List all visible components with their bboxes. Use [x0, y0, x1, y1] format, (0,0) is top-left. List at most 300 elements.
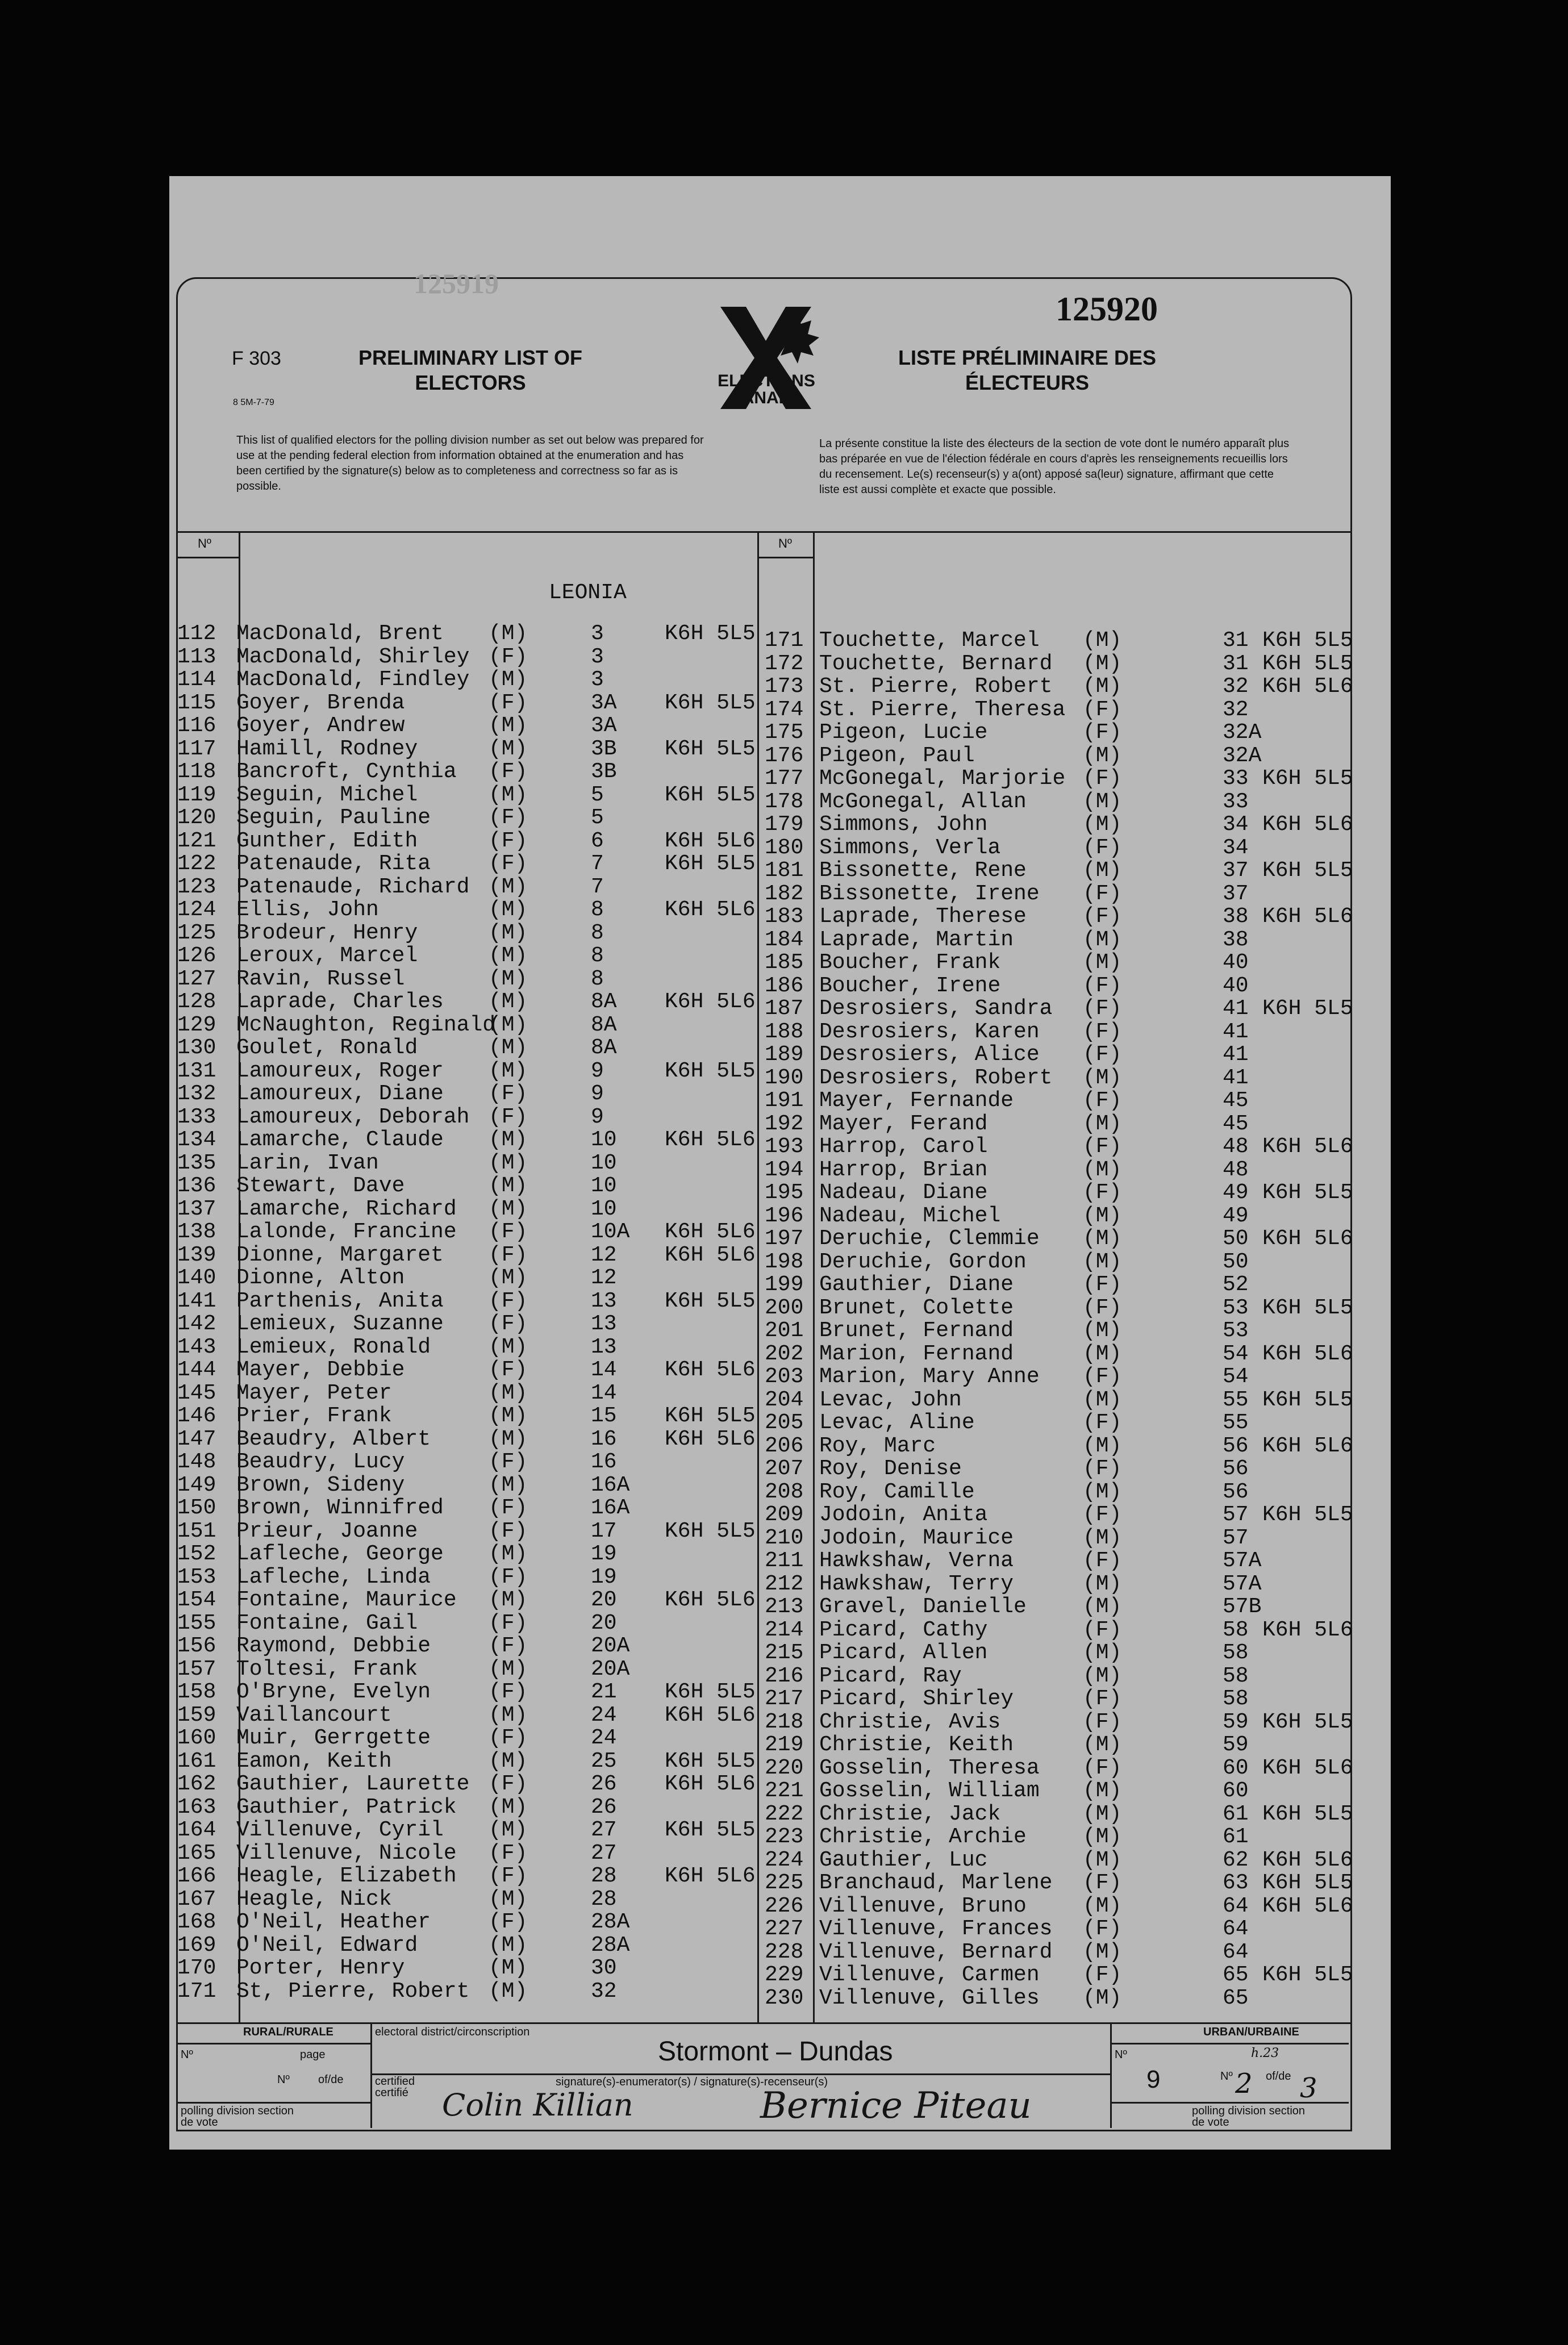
elector-sex: (M)	[1083, 1433, 1122, 1458]
footer-rural-divider	[370, 2022, 372, 2128]
elector-sex: (M)	[489, 621, 528, 646]
elector-name: Heagle, Nick	[236, 1887, 392, 1912]
elector-address: 48	[1223, 1157, 1249, 1182]
elector-number: 138	[177, 1220, 216, 1244]
elector-name: Brown, Winnifred	[236, 1496, 444, 1520]
urban-page-value: 2	[1235, 2068, 1253, 2100]
elector-sex: (F)	[489, 760, 528, 784]
elector-sex: (M)	[1083, 1387, 1122, 1412]
elector-address: 10	[591, 1174, 617, 1198]
elector-number: 181	[765, 858, 804, 883]
elector-address: 21	[591, 1680, 617, 1704]
elector-number: 170	[177, 1956, 216, 1980]
column-divider-middle	[757, 531, 759, 2022]
elector-number: 230	[765, 1985, 804, 2010]
elector-address: 13	[591, 1288, 617, 1313]
elector-address: 8	[591, 966, 604, 991]
elector-sex: (F)	[489, 1450, 528, 1474]
elector-postal-code: K6H 5L5	[665, 852, 756, 876]
elector-sex: (M)	[1083, 1595, 1122, 1619]
elector-sex: (M)	[489, 920, 528, 945]
elector-number: 154	[177, 1588, 216, 1612]
elector-postal-code: K6H 5L6	[665, 1358, 756, 1382]
elector-postal-code: K6H 5L5	[1262, 1295, 1353, 1320]
elector-number: 141	[177, 1288, 216, 1313]
elector-name: Brodeur, Henry	[236, 920, 418, 945]
elector-name: Bissonette, Irene	[819, 881, 1040, 906]
elector-postal-code: K6H 5L6	[1262, 1617, 1353, 1642]
elector-address: 26	[591, 1795, 617, 1820]
column-header-no-left: Nº	[198, 536, 211, 550]
elector-name: Villenuve, Frances	[819, 1917, 1053, 1941]
elector-sex: (M)	[489, 1956, 528, 1980]
elector-sex: (F)	[489, 644, 528, 669]
elector-name: Prieur, Joanne	[236, 1518, 418, 1543]
elector-name: Villenuve, Bernard	[819, 1939, 1053, 1964]
elector-address: 13	[591, 1312, 617, 1336]
elector-sex: (M)	[1083, 927, 1122, 952]
elector-sex: (M)	[489, 1795, 528, 1820]
elector-address: 48	[1223, 1134, 1249, 1159]
elector-name: Gosselin, Theresa	[819, 1755, 1040, 1780]
elector-address: 45	[1223, 1111, 1249, 1136]
elector-name: Mayer, Peter	[236, 1380, 392, 1405]
elector-address: 49	[1223, 1203, 1249, 1228]
rural-polling-label: polling division section de vote	[181, 2105, 294, 2129]
elector-name: Heagle, Elizabeth	[236, 1864, 457, 1888]
elector-number: 190	[765, 1065, 804, 1090]
elector-name: Desrosiers, Alice	[819, 1042, 1040, 1067]
elector-sex: (F)	[1083, 1042, 1122, 1067]
elector-address: 32	[1223, 697, 1249, 722]
elector-sex: (M)	[1083, 1847, 1122, 1872]
elector-number: 143	[177, 1334, 216, 1359]
elector-number: 135	[177, 1150, 216, 1175]
elector-sex: (F)	[1083, 973, 1122, 998]
elector-name: Lamoureux, Roger	[236, 1058, 444, 1083]
elector-number: 164	[177, 1818, 216, 1842]
elector-address: 24	[591, 1726, 617, 1750]
elector-sex: (M)	[489, 1933, 528, 1958]
elector-postal-code: K6H 5L6	[665, 1128, 756, 1152]
elector-address: 3	[591, 667, 604, 692]
elector-number: 122	[177, 852, 216, 876]
elector-postal-code: K6H 5L5	[665, 1680, 756, 1704]
rural-bottom-rule	[176, 2102, 370, 2104]
elector-sex: (F)	[489, 1220, 528, 1244]
elector-sex: (F)	[1083, 1917, 1122, 1941]
elector-address: 34	[1223, 835, 1249, 860]
elector-number: 176	[765, 743, 804, 768]
elector-address: 7	[591, 852, 604, 876]
elector-sex: (M)	[489, 1334, 528, 1359]
elector-sex: (M)	[1083, 1733, 1122, 1757]
elector-sex: (M)	[1083, 789, 1122, 814]
elector-address: 55	[1223, 1411, 1249, 1435]
elector-address: 56	[1223, 1433, 1249, 1458]
elector-name: Touchette, Bernard	[819, 651, 1053, 676]
elector-address: 20	[591, 1588, 617, 1612]
logo-text-elections: ELECTIONS	[718, 372, 815, 390]
elector-number: 171	[177, 1979, 216, 2004]
elector-name: Dionne, Margaret	[236, 1242, 444, 1267]
elector-number: 155	[177, 1610, 216, 1635]
title-french	[862, 345, 1192, 395]
title-french-text: LISTE PRÉLIMINAIRE DES ÉLECTEURS	[898, 346, 1157, 394]
elector-number: 221	[765, 1779, 804, 1803]
elector-address: 58	[1223, 1687, 1249, 1711]
elector-address: 7	[591, 874, 604, 899]
elector-sex: (F)	[489, 1564, 528, 1589]
elector-postal-code: K6H 5L5	[1262, 766, 1353, 791]
elector-name: Seguin, Michel	[236, 782, 418, 807]
elector-number: 213	[765, 1595, 804, 1619]
elector-number: 172	[765, 651, 804, 676]
elector-sex: (F)	[489, 1104, 528, 1129]
elector-sex: (F)	[489, 1610, 528, 1635]
elector-postal-code: K6H 5L6	[665, 1426, 756, 1451]
elector-address: 64	[1223, 1893, 1249, 1918]
elector-sex: (M)	[489, 1887, 528, 1912]
elector-name: Hawkshaw, Terry	[819, 1571, 1014, 1596]
elector-number: 186	[765, 973, 804, 998]
elector-sex: (F)	[1083, 1411, 1122, 1435]
elector-sex: (F)	[489, 1496, 528, 1520]
elector-name: Gauthier, Laurette	[236, 1772, 470, 1796]
elector-sex: (F)	[489, 690, 528, 715]
elector-address: 58	[1223, 1617, 1249, 1642]
elector-number: 112	[177, 621, 216, 646]
elector-number: 142	[177, 1312, 216, 1336]
elector-name: Patenaude, Rita	[236, 852, 431, 876]
elector-name: Villenuve, Carmen	[819, 1963, 1040, 1987]
urban-no-value: 9	[1146, 2066, 1161, 2093]
elector-address: 56	[1223, 1479, 1249, 1504]
elector-address: 14	[591, 1380, 617, 1405]
elector-number: 228	[765, 1939, 804, 1964]
elector-sex: (M)	[1083, 1249, 1122, 1274]
elector-number: 202	[765, 1341, 804, 1366]
elector-postal-code: K6H 5L5	[1262, 858, 1353, 883]
elector-name: Desrosiers, Robert	[819, 1065, 1053, 1090]
elector-address: 57A	[1223, 1549, 1262, 1573]
elector-address: 20A	[591, 1634, 630, 1658]
elector-name: Brown, Sideny	[236, 1472, 405, 1497]
elector-sex: (M)	[489, 1979, 528, 2004]
elector-postal-code: K6H 5L5	[1262, 1963, 1353, 1987]
elector-address: 40	[1223, 973, 1249, 998]
elector-number: 124	[177, 898, 216, 922]
elector-postal-code: K6H 5L6	[665, 1588, 756, 1612]
elector-number: 184	[765, 927, 804, 952]
elector-number: 177	[765, 766, 804, 791]
elector-name: Dionne, Alton	[236, 1266, 405, 1290]
elector-sex: (M)	[1083, 1571, 1122, 1596]
elector-name: Brunet, Fernand	[819, 1318, 1014, 1343]
elector-number: 201	[765, 1318, 804, 1343]
elector-number: 218	[765, 1709, 804, 1734]
elector-number: 139	[177, 1242, 216, 1267]
elector-name: Parthenis, Anita	[236, 1288, 444, 1313]
elector-number: 196	[765, 1203, 804, 1228]
section-name: LEONIA	[549, 581, 627, 605]
elector-name: Marion, Mary Anne	[819, 1365, 1040, 1389]
elector-address: 5	[591, 782, 604, 807]
elector-number: 171	[765, 628, 804, 653]
title-english	[334, 345, 607, 395]
elector-address: 45	[1223, 1088, 1249, 1113]
elector-sex: (M)	[1083, 1318, 1122, 1343]
elector-address: 31	[1223, 651, 1249, 676]
elector-name: Lamarche, Richard	[236, 1196, 457, 1221]
elector-sex: (F)	[1083, 1134, 1122, 1159]
elector-number: 205	[765, 1411, 804, 1435]
elector-number: 118	[177, 760, 216, 784]
elector-postal-code: K6H 5L6	[1262, 1433, 1353, 1458]
elector-sex: (F)	[489, 1082, 528, 1106]
elector-name: Christie, Keith	[819, 1733, 1014, 1757]
elector-address: 65	[1223, 1985, 1249, 2010]
elector-sex: (M)	[1083, 1779, 1122, 1803]
elector-number: 183	[765, 904, 804, 929]
elector-name: Touchette, Marcel	[819, 628, 1040, 653]
elector-number: 148	[177, 1450, 216, 1474]
elector-number: 125	[177, 920, 216, 945]
elector-name: O'Neil, Edward	[236, 1933, 418, 1958]
form-code: F 303	[232, 348, 281, 369]
elector-postal-code: K6H 5L6	[1262, 812, 1353, 837]
elector-number: 167	[177, 1887, 216, 1912]
elector-sex: (M)	[489, 1380, 528, 1405]
elector-number: 152	[177, 1542, 216, 1566]
elector-name: McGonegal, Marjorie	[819, 766, 1066, 791]
elector-address: 41	[1223, 1019, 1249, 1044]
elector-address: 13	[591, 1334, 617, 1359]
elector-number: 162	[177, 1772, 216, 1796]
elector-name: Levac, Aline	[819, 1411, 975, 1435]
elector-number: 163	[177, 1795, 216, 1820]
rural-page-no-label: Nº	[277, 2073, 290, 2086]
elector-number: 206	[765, 1433, 804, 1458]
elector-number: 117	[177, 736, 216, 761]
enumerator-signature-1: Colin Killian	[442, 2087, 633, 2123]
elector-name: Laprade, Charles	[236, 990, 444, 1014]
elector-address: 52	[1223, 1272, 1249, 1297]
elector-sex: (F)	[1083, 996, 1122, 1021]
elector-sex: (M)	[489, 1266, 528, 1290]
logo-text-canada: CANADA	[729, 389, 803, 407]
elector-number: 146	[177, 1404, 216, 1428]
elector-number: 188	[765, 1019, 804, 1044]
elector-sex: (F)	[489, 1358, 528, 1382]
elector-name: Lemieux, Ronald	[236, 1334, 431, 1359]
elector-sex: (M)	[489, 713, 528, 738]
elector-sex: (M)	[1083, 1065, 1122, 1090]
elector-postal-code: K6H 5L5	[1262, 996, 1353, 1021]
elector-number: 227	[765, 1917, 804, 1941]
elector-address: 49	[1223, 1180, 1249, 1205]
elector-address: 27	[591, 1841, 617, 1866]
elector-name: Boucher, Frank	[819, 950, 1001, 975]
elector-name: Mayer, Fernande	[819, 1088, 1014, 1113]
elector-name: Mayer, Debbie	[236, 1358, 405, 1382]
elector-address: 19	[591, 1542, 617, 1566]
elector-number: 114	[177, 667, 216, 692]
elector-number: 199	[765, 1272, 804, 1297]
elector-address: 10A	[591, 1220, 630, 1244]
elector-address: 50	[1223, 1226, 1249, 1251]
elector-number: 214	[765, 1617, 804, 1642]
elector-sex: (M)	[489, 1749, 528, 1774]
elector-number: 136	[177, 1174, 216, 1198]
elector-name: Roy, Denise	[819, 1457, 962, 1481]
elector-name: Raymond, Debbie	[236, 1634, 431, 1658]
elector-address: 16A	[591, 1472, 630, 1497]
urban-page-no-label: Nº	[1220, 2070, 1233, 2083]
elector-number: 212	[765, 1571, 804, 1596]
elector-sex: (F)	[1083, 766, 1122, 791]
electoral-district-label: electoral district/circonscription	[375, 2026, 530, 2038]
elector-address: 20	[591, 1610, 617, 1635]
elector-number: 178	[765, 789, 804, 814]
elector-sex: (M)	[489, 874, 528, 899]
elector-number: 113	[177, 644, 216, 669]
elector-address: 57	[1223, 1503, 1249, 1527]
elector-sex: (M)	[489, 1196, 528, 1221]
elector-sex: (M)	[489, 966, 528, 991]
elector-name: Picard, Shirley	[819, 1687, 1014, 1711]
elector-sex: (M)	[1083, 1479, 1122, 1504]
elector-number: 159	[177, 1703, 216, 1728]
elector-number: 229	[765, 1963, 804, 1987]
elector-address: 58	[1223, 1663, 1249, 1688]
elector-name: Bissonette, Rene	[819, 858, 1027, 883]
elector-sex: (F)	[1083, 1709, 1122, 1734]
elector-address: 63	[1223, 1871, 1249, 1895]
elector-postal-code: K6H 5L5	[665, 1749, 756, 1774]
elector-sex: (M)	[489, 1472, 528, 1497]
elector-number: 129	[177, 1012, 216, 1037]
elector-address: 3	[591, 621, 604, 646]
elector-postal-code: K6H 5L6	[1262, 1847, 1353, 1872]
elector-name: Lamoureux, Diane	[236, 1082, 444, 1106]
elector-address: 27	[591, 1818, 617, 1842]
elector-sex: (F)	[489, 1634, 528, 1658]
elector-name: St. Pierre, Theresa	[819, 697, 1066, 722]
elector-sex: (M)	[489, 1818, 528, 1842]
elector-name: Lemieux, Suzanne	[236, 1312, 444, 1336]
elector-postal-code: K6H 5L5	[1262, 1180, 1353, 1205]
elector-name: O'Neil, Heather	[236, 1910, 431, 1934]
elector-number: 116	[177, 713, 216, 738]
elector-name: St, Pierre, Robert	[236, 1979, 470, 2004]
elector-address: 17	[591, 1518, 617, 1543]
elector-sex: (M)	[1083, 1893, 1122, 1918]
elector-sex: (M)	[1083, 628, 1122, 653]
elector-name: Lafleche, George	[236, 1542, 444, 1566]
elector-number: 126	[177, 944, 216, 968]
elector-address: 56	[1223, 1457, 1249, 1481]
elector-address: 24	[591, 1703, 617, 1728]
elector-sex: (F)	[489, 1312, 528, 1336]
elector-number: 195	[765, 1180, 804, 1205]
elector-number: 187	[765, 996, 804, 1021]
elector-address: 60	[1223, 1755, 1249, 1780]
elector-address: 28A	[591, 1910, 630, 1934]
elector-number: 175	[765, 720, 804, 745]
elector-name: Harrop, Carol	[819, 1134, 988, 1159]
elector-name: Fontaine, Gail	[236, 1610, 418, 1635]
elector-number: 211	[765, 1549, 804, 1573]
elector-number: 217	[765, 1687, 804, 1711]
form-edition: 8 5M-7-79	[233, 398, 274, 407]
elector-name: Gauthier, Luc	[819, 1847, 988, 1872]
elector-postal-code: K6H 5L5	[665, 782, 756, 807]
elector-number: 189	[765, 1042, 804, 1067]
elector-name: Toltesi, Frank	[236, 1656, 418, 1681]
elector-address: 53	[1223, 1295, 1249, 1320]
elector-number: 165	[177, 1841, 216, 1866]
elector-address: 3B	[591, 760, 617, 784]
elector-name: Nadeau, Michel	[819, 1203, 1001, 1228]
elector-name: Eamon, Keith	[236, 1749, 392, 1774]
elector-number: 220	[765, 1755, 804, 1780]
elector-name: Picard, Cathy	[819, 1617, 988, 1642]
elector-address: 15	[591, 1404, 617, 1428]
elector-sex: (F)	[1083, 1617, 1122, 1642]
elector-name: Laprade, Therese	[819, 904, 1027, 929]
elector-postal-code: K6H 5L6	[1262, 1226, 1353, 1251]
elector-number: 131	[177, 1058, 216, 1083]
elector-address: 32A	[1223, 720, 1262, 745]
elector-sex: (F)	[1083, 1457, 1122, 1481]
elector-number: 209	[765, 1503, 804, 1527]
elector-address: 8	[591, 920, 604, 945]
elector-name: Jodoin, Anita	[819, 1503, 988, 1527]
elector-name: Branchaud, Marlene	[819, 1871, 1053, 1895]
elector-address: 32	[1223, 674, 1249, 699]
elector-sex: (F)	[489, 852, 528, 876]
elector-number: 179	[765, 812, 804, 837]
elector-address: 57B	[1223, 1595, 1262, 1619]
elector-number: 226	[765, 1893, 804, 1918]
elector-name: Gosselin, William	[819, 1779, 1040, 1803]
elector-number: 222	[765, 1801, 804, 1826]
elector-sex: (F)	[489, 1680, 528, 1704]
rural-of-label: of/de	[318, 2073, 344, 2086]
elector-sex: (M)	[489, 1128, 528, 1152]
elector-name: Simmons, John	[819, 812, 988, 837]
voter-list-sheet	[169, 176, 1391, 2150]
elector-sex: (F)	[489, 1910, 528, 1934]
elector-number: 127	[177, 966, 216, 991]
elector-sex: (F)	[489, 1726, 528, 1750]
elector-number: 173	[765, 674, 804, 699]
elector-number: 121	[177, 828, 216, 853]
elector-sex: (M)	[489, 1036, 528, 1060]
title-english-text: PRELIMINARY LIST OF ELECTORS	[358, 346, 582, 394]
elector-name: Roy, Marc	[819, 1433, 936, 1458]
elector-number: 144	[177, 1358, 216, 1382]
elector-address: 16	[591, 1426, 617, 1451]
elector-name: Laprade, Martin	[819, 927, 1014, 952]
elector-address: 32	[591, 1979, 617, 2004]
elector-address: 57A	[1223, 1571, 1262, 1596]
urban-note: h.23	[1251, 2046, 1279, 2060]
elector-postal-code: K6H 5L5	[665, 690, 756, 715]
elector-postal-code: K6H 5L5	[665, 621, 756, 646]
elector-postal-code: K6H 5L6	[1262, 674, 1353, 699]
